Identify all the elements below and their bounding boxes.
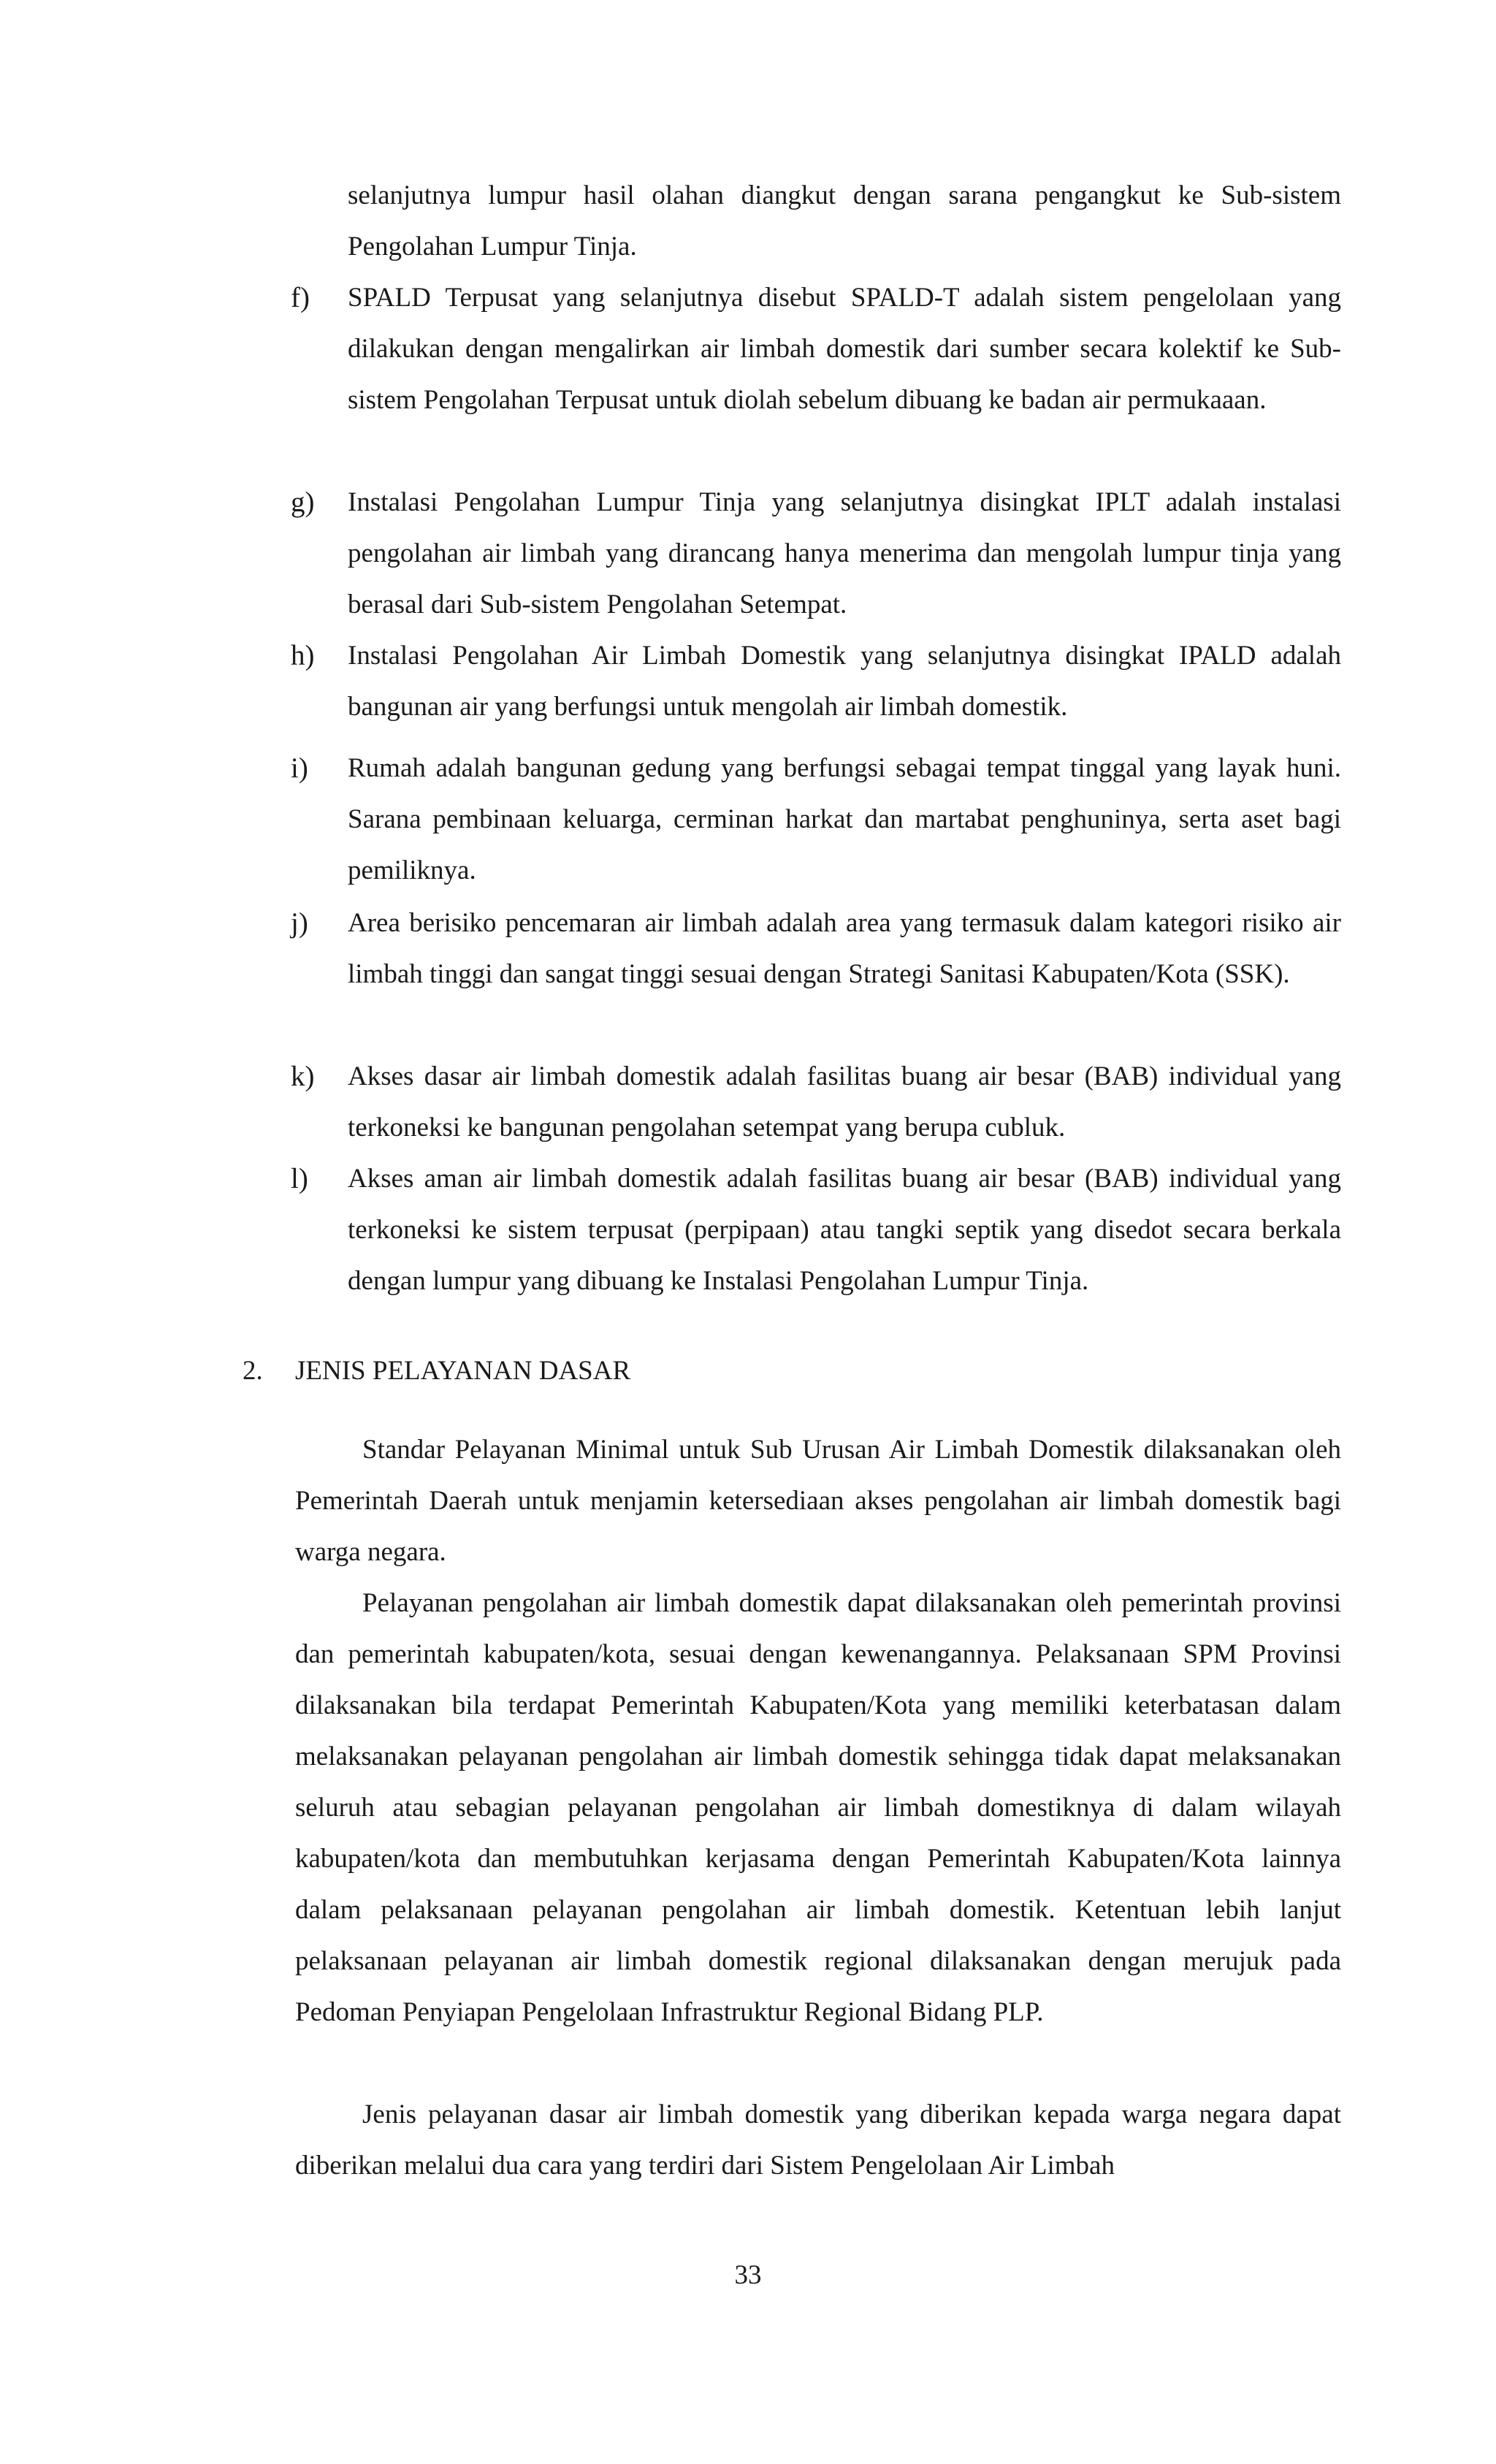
continuation-text: selanjutnya lumpur hasil olahan diangkut dengan sarana pengangkut ke Sub-sistem Pengolahan Lumpur Tinja. (348, 180, 1341, 262)
list-marker: i) (291, 752, 308, 784)
definition-item-f (291, 272, 1341, 426)
body-paragraph: Pelayanan pengolahan air limbah domestik dapat dilaksanakan oleh pemerintah provinsi dan pemerintah kabupaten/kota, sesuai dengan kewenangannya. Pelaksanaan SPM Provinsi dilaksanakan bila terdapat Pemerintah Kabupaten/Kota yang memiliki keterbatasan dalam melaksanakan pelayanan pengolahan air limbah domestik sehingga tidak dapat melaksanakan seluruh atau sebagian pelayanan pengolahan air limbah domestiknya di dalam wilayah kabupaten/kota dan membutuhkan kerjasama dengan Pemerintah Kabupaten/Kota lainnya dalam pelaksanaan pelayanan pengolahan air limbah domestik. Ketentuan lebih lanjut pelaksanaan pelayanan air limbah domestik regional dilaksanakan dengan merujuk pada Pedoman Penyiapan Pengelolaan Infrastruktur Regional Bidang PLP. (295, 1588, 1341, 2027)
page-number: 33 (734, 2260, 762, 2290)
definition-item-g (291, 477, 1341, 630)
list-marker: h) (291, 640, 315, 671)
definition-text: SPALD Terpusat yang selanjutnya disebut SPALD-T adalah sistem pengelolaan yang dilakukan dengan mengalirkan air limbah domestik dari sumber secara kolektif ke Sub-sistem Pengolahan Terpusat untuk diolah sebelum dibuang ke badan air permukaaan. (348, 283, 1341, 415)
body-paragraph: Standar Pelayanan Minimal untuk Sub Urusan Air Limbah Domestik dilaksanakan oleh Pemerintah Daerah untuk menjamin ketersediaan akses pengolahan air limbah domestik bagi warga negara. (295, 1435, 1341, 1567)
definition-text: Akses dasar air limbah domestik adalah fasilitas buang air besar (BAB) individual yang terkoneksi ke bangunan pengolahan setempat yang berupa cubluk. (348, 1061, 1341, 1143)
list-marker: l) (291, 1163, 308, 1194)
section-heading (243, 1346, 630, 1397)
list-marker: k) (291, 1061, 315, 1092)
definition-item-j (291, 898, 1341, 1000)
definition-item-l (291, 1153, 1341, 1307)
definition-item-i (291, 743, 1341, 896)
definition-text: Instalasi Pengolahan Lumpur Tinja yang selanjutnya disingkat IPLT adalah instalasi pengolahan air limbah yang dirancang hanya menerima dan mengolah lumpur tinja yang berasal dari Sub-sistem Pengolahan Setempat. (348, 487, 1341, 619)
definition-item-h (291, 630, 1341, 733)
definition-text: Rumah adalah bangunan gedung yang berfungsi sebagai tempat tinggal yang layak huni. Sarana pembinaan keluarga, cerminan harkat dan martabat penghuninya, serta aset bagi pemiliknya. (348, 753, 1341, 885)
list-marker: f) (291, 282, 310, 313)
list-marker: g) (291, 487, 315, 518)
definition-text: Akses aman air limbah domestik adalah fasilitas buang air besar (BAB) individual yang terkoneksi ke sistem terpusat (perpipaan) atau tangki septik yang disedot secara berkala dengan lumpur yang dibuang ke Instalasi Pengolahan Lumpur Tinja. (348, 1164, 1341, 1296)
section-number: 2. (243, 1356, 263, 1386)
body-paragraph: Jenis pelayanan dasar air limbah domestik yang diberikan kepada warga negara dapat diberikan melalui dua cara yang terdiri dari Sistem Pengelolaan Air Limbah (295, 2099, 1341, 2181)
definition-text: Instalasi Pengolahan Air Limbah Domestik yang selanjutnya disingkat IPALD adalah bangunan air yang berfungsi untuk mengolah air limbah domestik. (348, 641, 1341, 722)
definition-item-k (291, 1051, 1341, 1153)
definition-text: Area berisiko pencemaran air limbah adalah area yang termasuk dalam kategori risiko air limbah tinggi dan sangat tinggi sesuai dengan Strategi Sanitasi Kabupaten/Kota (SSK). (348, 908, 1341, 989)
list-marker: j) (291, 907, 308, 939)
section-title: JENIS PELAYANAN DASAR (295, 1356, 631, 1386)
